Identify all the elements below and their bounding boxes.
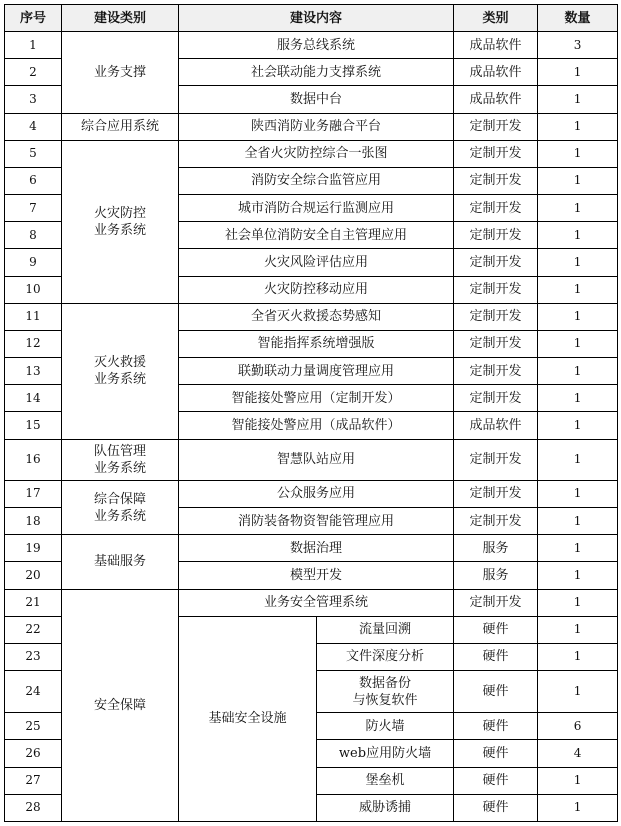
- row-qty: 1: [538, 439, 618, 480]
- row-type: 定制开发: [454, 508, 538, 535]
- table-row: [5, 589, 618, 616]
- row-qty: 1: [538, 562, 618, 589]
- row-seq: 17: [5, 480, 62, 507]
- row-seq: 26: [5, 740, 62, 767]
- row-type: 硬件: [454, 713, 538, 740]
- row-type: 定制开发: [454, 385, 538, 412]
- row-type: 定制开发: [454, 303, 538, 330]
- row-qty: 1: [538, 508, 618, 535]
- row-type: 硬件: [454, 740, 538, 767]
- row-seq: 23: [5, 643, 62, 670]
- row-qty: 1: [538, 86, 618, 113]
- row-type: 定制开发: [454, 330, 538, 357]
- row-content: 数据中台: [179, 86, 454, 113]
- row-seq: 28: [5, 794, 62, 821]
- row-seq: 8: [5, 222, 62, 249]
- row-seq: 16: [5, 439, 62, 480]
- row-content-line1: 数据备份: [359, 675, 412, 691]
- group-team-management-line2: 业务系统: [93, 460, 146, 476]
- row-content: 智能接处警应用（成品软件）: [179, 412, 454, 439]
- row-type: 硬件: [454, 767, 538, 794]
- row-content: 全省灭火救援态势感知: [179, 303, 454, 330]
- row-qty: 1: [538, 535, 618, 562]
- header-qty: 数量: [538, 5, 618, 32]
- row-qty: 1: [538, 140, 618, 167]
- group-security-infra: 基础安全设施: [179, 616, 317, 821]
- row-type: 服务: [454, 562, 538, 589]
- row-qty: 1: [538, 195, 618, 222]
- row-content: web应用防火墙: [317, 740, 454, 767]
- row-seq: 15: [5, 412, 62, 439]
- row-qty: 1: [538, 589, 618, 616]
- table-row: [5, 303, 618, 330]
- group-fire-prevention-line1: 火灾防控: [93, 205, 146, 221]
- row-content: 消防安全综合监管应用: [179, 167, 454, 194]
- table-row: [5, 140, 618, 167]
- row-content: 消防装备物资智能管理应用: [179, 508, 454, 535]
- row-seq: 25: [5, 713, 62, 740]
- row-type: 定制开发: [454, 140, 538, 167]
- table-row: [5, 535, 618, 562]
- group-fire-prevention-line2: 业务系统: [93, 222, 146, 238]
- row-qty: 1: [538, 480, 618, 507]
- row-qty: 1: [538, 249, 618, 276]
- table-row: [5, 32, 618, 59]
- group-basic-services: 基础服务: [62, 535, 179, 589]
- row-qty: 1: [538, 767, 618, 794]
- row-content: 防火墙: [317, 713, 454, 740]
- row-type: 定制开发: [454, 249, 538, 276]
- row-qty: 1: [538, 330, 618, 357]
- group-integrated-apps: 综合应用系统: [62, 113, 179, 140]
- row-content: 文件深度分析: [317, 643, 454, 670]
- row-seq: 2: [5, 59, 62, 86]
- group-fire-prevention: [62, 140, 179, 303]
- header-seq: 序号: [5, 5, 62, 32]
- row-type: 定制开发: [454, 167, 538, 194]
- row-content: 智慧队站应用: [179, 439, 454, 480]
- row-content: 数据治理: [179, 535, 454, 562]
- row-qty: 1: [538, 276, 618, 303]
- row-seq: 22: [5, 616, 62, 643]
- row-content: 公众服务应用: [179, 480, 454, 507]
- row-content: 业务安全管理系统: [179, 589, 454, 616]
- row-content-line2: 与恢复软件: [352, 692, 418, 708]
- row-content: 流量回溯: [317, 616, 454, 643]
- header-category: 建设类别: [62, 5, 179, 32]
- row-type: 定制开发: [454, 222, 538, 249]
- row-type: 定制开发: [454, 589, 538, 616]
- row-content: 服务总线系统: [179, 32, 454, 59]
- row-seq: 14: [5, 385, 62, 412]
- row-content: 堡垒机: [317, 767, 454, 794]
- row-type: 硬件: [454, 616, 538, 643]
- header-content: 建设内容: [179, 5, 454, 32]
- header-type: 类别: [454, 5, 538, 32]
- row-content: 联勤联动力量调度管理应用: [179, 358, 454, 385]
- row-type: 硬件: [454, 671, 538, 713]
- row-type: 定制开发: [454, 439, 538, 480]
- row-type: 成品软件: [454, 86, 538, 113]
- row-type: 硬件: [454, 643, 538, 670]
- row-qty: 3: [538, 32, 618, 59]
- group-team-management: [62, 439, 179, 480]
- row-type: 定制开发: [454, 276, 538, 303]
- row-seq: 19: [5, 535, 62, 562]
- row-qty: 1: [538, 794, 618, 821]
- group-integrated-support-line1: 综合保障: [93, 491, 146, 507]
- row-type: 成品软件: [454, 59, 538, 86]
- row-seq: 9: [5, 249, 62, 276]
- row-qty: 1: [538, 222, 618, 249]
- row-qty: 1: [538, 385, 618, 412]
- row-seq: 5: [5, 140, 62, 167]
- row-seq: 10: [5, 276, 62, 303]
- row-qty: 1: [538, 643, 618, 670]
- row-content: 陕西消防业务融合平台: [179, 113, 454, 140]
- row-type: 定制开发: [454, 195, 538, 222]
- row-content: 火灾防控移动应用: [179, 276, 454, 303]
- row-content: 城市消防合规运行监测应用: [179, 195, 454, 222]
- table-row: [5, 113, 618, 140]
- group-integrated-support: [62, 480, 179, 534]
- row-qty: 6: [538, 713, 618, 740]
- table-row: [5, 439, 618, 480]
- row-seq: 24: [5, 671, 62, 713]
- row-seq: 21: [5, 589, 62, 616]
- row-seq: 18: [5, 508, 62, 535]
- row-qty: 1: [538, 303, 618, 330]
- group-business-support: 业务支撑: [62, 32, 179, 114]
- row-seq: 13: [5, 358, 62, 385]
- row-content: 社会单位消防安全自主管理应用: [179, 222, 454, 249]
- row-type: 成品软件: [454, 32, 538, 59]
- row-content: 威胁诱捕: [317, 794, 454, 821]
- table-row: [5, 480, 618, 507]
- row-qty: 1: [538, 358, 618, 385]
- group-team-management-line1: 队伍管理: [93, 443, 146, 459]
- row-type: 定制开发: [454, 113, 538, 140]
- row-content: 火灾风险评估应用: [179, 249, 454, 276]
- row-content: [317, 671, 454, 713]
- row-seq: 20: [5, 562, 62, 589]
- row-type: 定制开发: [454, 480, 538, 507]
- row-seq: 7: [5, 195, 62, 222]
- row-content: 社会联动能力支撑系统: [179, 59, 454, 86]
- row-type: 服务: [454, 535, 538, 562]
- row-content: 智能接处警应用（定制开发）: [179, 385, 454, 412]
- row-qty: 1: [538, 59, 618, 86]
- construction-items-table: [4, 4, 618, 822]
- group-firefighting-rescue-line2: 业务系统: [93, 372, 146, 388]
- row-qty: 4: [538, 740, 618, 767]
- group-firefighting-rescue: [62, 303, 179, 439]
- row-type: 定制开发: [454, 358, 538, 385]
- row-seq: 11: [5, 303, 62, 330]
- header-row: [5, 5, 618, 32]
- row-seq: 4: [5, 113, 62, 140]
- row-seq: 27: [5, 767, 62, 794]
- row-qty: 1: [538, 412, 618, 439]
- row-qty: 1: [538, 113, 618, 140]
- row-seq: 6: [5, 167, 62, 194]
- group-security: 安全保障: [62, 589, 179, 821]
- row-qty: 1: [538, 671, 618, 713]
- group-firefighting-rescue-line1: 灭火救援: [93, 355, 146, 371]
- row-seq: 3: [5, 86, 62, 113]
- row-content: 智能指挥系统增强版: [179, 330, 454, 357]
- row-qty: 1: [538, 167, 618, 194]
- row-seq: 1: [5, 32, 62, 59]
- row-content: 全省火灾防控综合一张图: [179, 140, 454, 167]
- row-seq: 12: [5, 330, 62, 357]
- row-qty: 1: [538, 616, 618, 643]
- group-integrated-support-line2: 业务系统: [93, 508, 146, 524]
- row-content: 模型开发: [179, 562, 454, 589]
- row-type: 成品软件: [454, 412, 538, 439]
- row-type: 硬件: [454, 794, 538, 821]
